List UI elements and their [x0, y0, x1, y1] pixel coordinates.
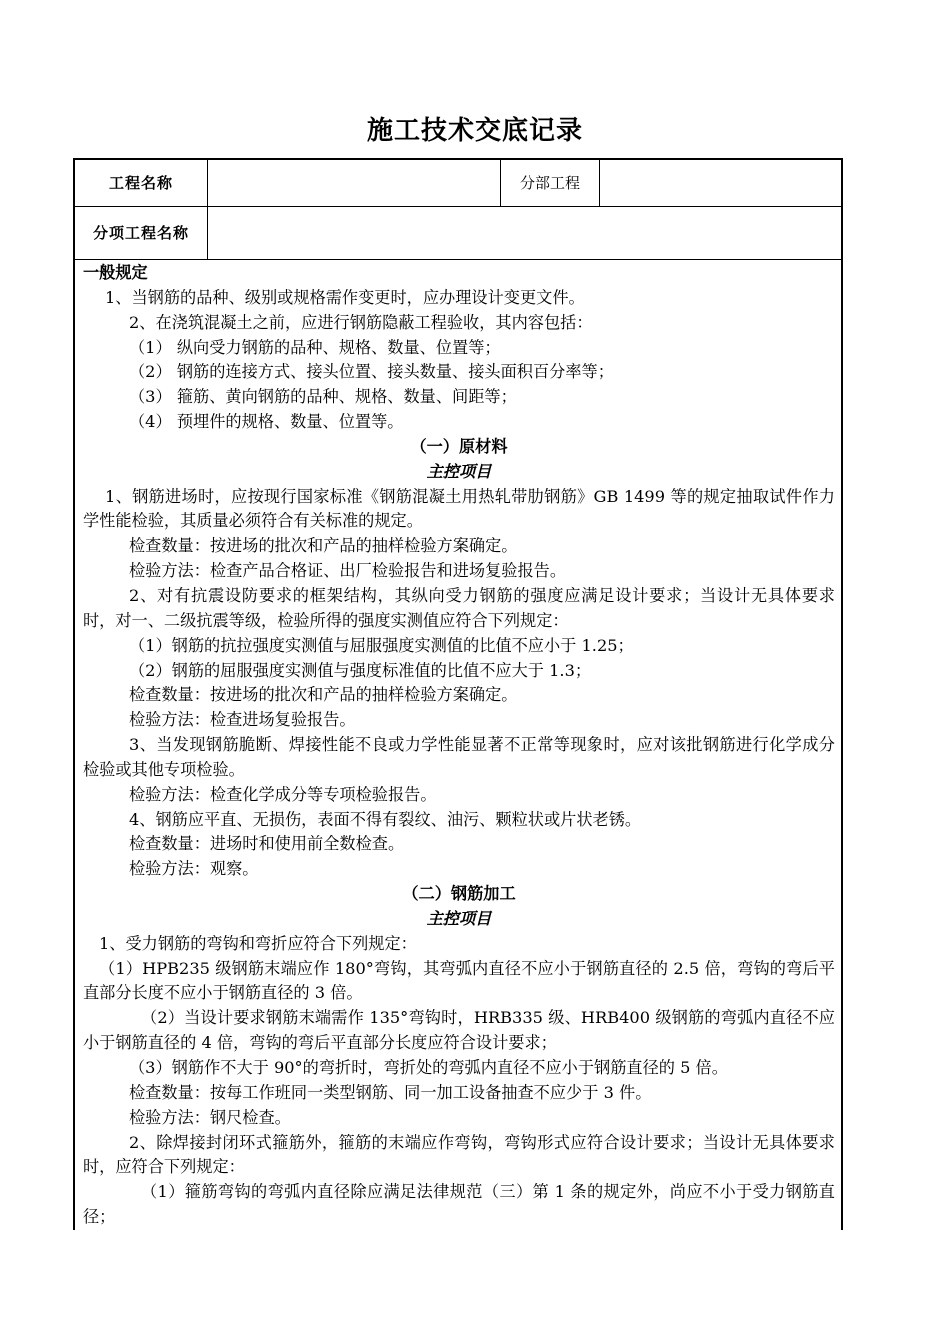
subitem-value[interactable] — [208, 206, 842, 259]
project-name-label: 工程名称 — [75, 160, 208, 206]
record-table — [73, 158, 843, 1230]
section-1-heading: （一）原材料 — [410, 436, 508, 456]
section-1-para-2-item-1: （1）钢筋的抗拉强度实测值与屈服强度实测值的比值不应小于 1.25； — [129, 635, 634, 655]
section-1-para-3: 3、当发现钢筋脆断、焊接性能不良或力学性能显著不正常等现象时，应对该批钢筋进行化学成分检验或其他专项检验。 — [83, 735, 835, 779]
project-name-value[interactable] — [208, 160, 501, 206]
general-subitem-4: （4） 预埋件的规格、数量、位置等。 — [129, 412, 404, 432]
section-1-para-2: 2、对有抗震设防要求的框架结构，其纵向受力钢筋的强度应满足设计要求；当设计无具体要求时，对一、二级抗震等级，检验所得的强度实测值应符合下列规定： — [83, 585, 835, 630]
document-title: 施工技术交底记录 — [366, 116, 583, 146]
section-1-para-2-method: 检验方法：检查进场复验报告。 — [129, 710, 356, 730]
section-1-para-4-quantity: 检查数量：进场时和使用前全数检查。 — [129, 834, 405, 854]
section-2-para-1-item-3: （3）钢筋作不大于 90°的弯折时，弯折处的弯弧内直径不应小于钢筋直径的 5 倍。 — [129, 1058, 728, 1077]
section-1-subheading: 主控项目 — [426, 461, 492, 481]
section-1-para-1-method: 检验方法：检查产品合格证、出厂检验报告和进场复验报告。 — [129, 561, 567, 581]
general-subitem-2: （2） 钢筋的连接方式、接头位置、接头数量、接头面积百分率等； — [129, 362, 614, 382]
section-2-heading: （二）钢筋加工 — [402, 884, 516, 904]
section-2-para-1-method: 检验方法：钢尺检查。 — [129, 1107, 291, 1127]
section-2-subheading: 主控项目 — [426, 908, 492, 928]
section-1-para-2-quantity: 检查数量：按进场的批次和产品的抽样检验方案确定。 — [129, 685, 518, 705]
section-2-para-1: 1、受力钢筋的弯钩和弯折应符合下列规定： — [99, 933, 417, 953]
section-1-para-4: 4、钢筋应平直、无损伤，表面不得有裂纹、油污、颗粒状或片状老锈。 — [129, 809, 642, 829]
section-1-para-1: 1、钢筋进场时，应按现行国家标准《钢筋混凝土用热轧带肋钢筋》GB 1499 等的规定抽取试件作力学性能检验，其质量必须符合有关标准的规定。 — [83, 486, 835, 531]
section-2-para-2-item-1: （1）箍筋弯钩的弯弧内直径除应满足法律规范（三）第 1 条的规定外，尚应不小于受力钢筋直径； — [83, 1182, 835, 1227]
section-2-para-2: 2、除焊接封闭环式箍筋外，箍筋的末端应作弯钩，弯钩形式应符合设计要求；当设计无具体要求时，应符合下列规定： — [83, 1132, 835, 1177]
section-1-para-4-method: 检验方法：观察。 — [129, 859, 259, 879]
subitem-label: 分项工程名称 — [75, 206, 208, 259]
general-item-2: 2、在浇筑混凝土之前，应进行钢筋隐蔽工程验收，其内容包括： — [129, 312, 593, 332]
header-table — [75, 160, 841, 260]
general-heading: 一般规定 — [83, 263, 148, 282]
section-1-para-3-method: 检验方法：检查化学成分等专项检验报告。 — [129, 784, 437, 804]
section-1-para-2-item-2: （2）钢筋的屈服强度实测值与强度标准值的比值不应大于 1.3； — [129, 660, 592, 680]
section-2-para-1-item-2: （2）当设计要求钢筋末端需作 135°弯钩时，HRB335 级、HRB400 级钢筋的弯弧内直径不应小于钢筋直径的 4 倍，弯钩的弯后平直部分长度应符合设计要求； — [83, 1008, 835, 1053]
section-2-para-1-item-1: （1）HPB235 级钢筋末端应作 180°弯钩，其弯弧内直径不应小于钢筋直径的 2.5 倍，弯钩的弯后平直部分长度不应小于钢筋直径的 3 倍。 — [83, 958, 835, 1003]
division-value[interactable] — [600, 160, 842, 206]
section-2-para-1-quantity: 检查数量：按每工作班同一类型钢筋、同一加工设备抽查不应少于 3 件。 — [129, 1082, 652, 1102]
general-subitem-3: （3） 箍筋、黄向钢筋的品种、规格、数量、间距等； — [129, 387, 517, 407]
section-1-para-1-quantity: 检查数量：按进场的批次和产品的抽样检验方案确定。 — [129, 536, 518, 556]
division-label: 分部工程 — [501, 160, 600, 206]
general-subitem-1: （1） 纵向受力钢筋的品种、规格、数量、位置等； — [129, 337, 501, 357]
general-item-1: 1、当钢筋的品种、级别或规格需作变更时，应办理设计变更文件。 — [105, 287, 585, 307]
content-body — [83, 261, 835, 1230]
